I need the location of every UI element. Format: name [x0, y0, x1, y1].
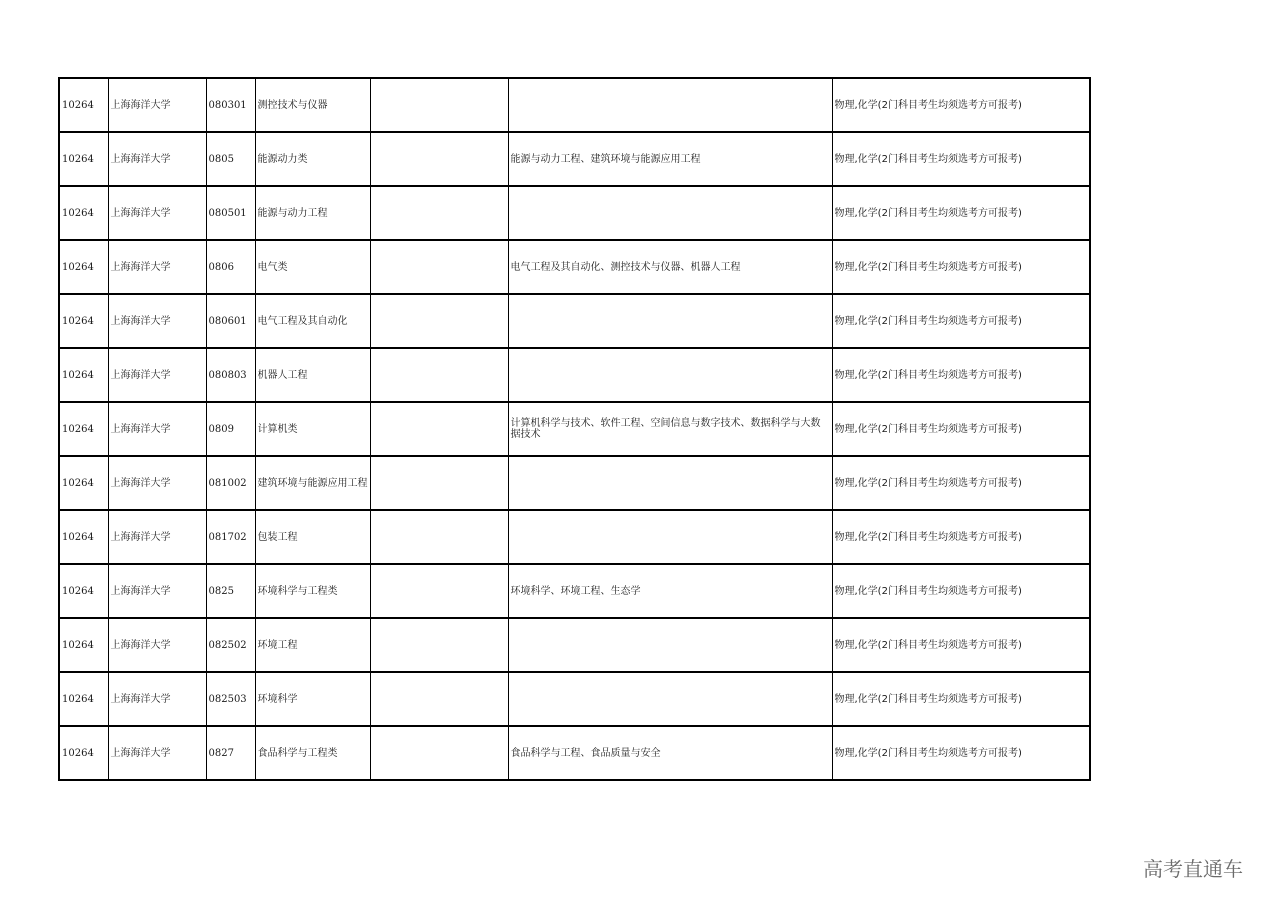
- note-cell: [370, 186, 508, 240]
- major-code-cell: 0806: [206, 240, 255, 294]
- major-name-cell: 电气类: [255, 240, 370, 294]
- included-majors-cell: [508, 672, 832, 726]
- subject-requirement-cell: 物理,化学(2门科目考生均须选考方可报考): [832, 78, 1090, 132]
- major-code-cell: 0809: [206, 402, 255, 456]
- school-code-cell: 10264: [59, 726, 108, 780]
- table-row: [59, 456, 1090, 510]
- major-name-cell: 机器人工程: [255, 348, 370, 402]
- major-name-cell: 包装工程: [255, 510, 370, 564]
- subject-requirement-cell: 物理,化学(2门科目考生均须选考方可报考): [832, 726, 1090, 780]
- table-row: [59, 348, 1090, 402]
- school-name-cell: 上海海洋大学: [108, 186, 206, 240]
- subject-requirement-cell: 物理,化学(2门科目考生均须选考方可报考): [832, 456, 1090, 510]
- school-code-cell: 10264: [59, 402, 108, 456]
- major-code-cell: 081702: [206, 510, 255, 564]
- table-row: [59, 294, 1090, 348]
- school-code-cell: 10264: [59, 618, 108, 672]
- note-cell: [370, 564, 508, 618]
- school-name-cell: 上海海洋大学: [108, 726, 206, 780]
- school-code-cell: 10264: [59, 294, 108, 348]
- major-name-cell: 建筑环境与能源应用工程: [255, 456, 370, 510]
- table-row: [59, 672, 1090, 726]
- included-majors-cell: [508, 186, 832, 240]
- school-code-cell: 10264: [59, 510, 108, 564]
- major-code-cell: 0827: [206, 726, 255, 780]
- school-name-cell: 上海海洋大学: [108, 672, 206, 726]
- major-name-cell: 计算机类: [255, 402, 370, 456]
- school-name-cell: 上海海洋大学: [108, 132, 206, 186]
- major-name-cell: 环境科学: [255, 672, 370, 726]
- table-row: [59, 402, 1090, 456]
- major-name-cell: 电气工程及其自动化: [255, 294, 370, 348]
- major-code-cell: 0805: [206, 132, 255, 186]
- table-row: [59, 726, 1090, 780]
- watermark-logo-text: 高考直通车: [1143, 857, 1243, 881]
- school-name-cell: 上海海洋大学: [108, 564, 206, 618]
- subject-requirement-cell: 物理,化学(2门科目考生均须选考方可报考): [832, 186, 1090, 240]
- note-cell: [370, 348, 508, 402]
- school-name-cell: 上海海洋大学: [108, 240, 206, 294]
- note-cell: [370, 240, 508, 294]
- included-majors-cell: 环境科学、环境工程、生态学: [508, 564, 832, 618]
- table-row: [59, 564, 1090, 618]
- major-code-cell: 0825: [206, 564, 255, 618]
- subject-requirement-cell: 物理,化学(2门科目考生均须选考方可报考): [832, 564, 1090, 618]
- major-code-cell: 080501: [206, 186, 255, 240]
- included-majors-cell: [508, 294, 832, 348]
- subject-requirement-cell: 物理,化学(2门科目考生均须选考方可报考): [832, 672, 1090, 726]
- note-cell: [370, 618, 508, 672]
- school-name-cell: 上海海洋大学: [108, 402, 206, 456]
- school-code-cell: 10264: [59, 186, 108, 240]
- admission-requirements-table: [58, 77, 1091, 781]
- major-name-cell: 测控技术与仪器: [255, 78, 370, 132]
- major-name-cell: 环境工程: [255, 618, 370, 672]
- subject-requirement-cell: 物理,化学(2门科目考生均须选考方可报考): [832, 618, 1090, 672]
- school-name-cell: 上海海洋大学: [108, 78, 206, 132]
- school-name-cell: 上海海洋大学: [108, 510, 206, 564]
- school-code-cell: 10264: [59, 672, 108, 726]
- major-code-cell: 081002: [206, 456, 255, 510]
- major-code-cell: 080803: [206, 348, 255, 402]
- subject-requirement-cell: 物理,化学(2门科目考生均须选考方可报考): [832, 402, 1090, 456]
- school-name-cell: 上海海洋大学: [108, 348, 206, 402]
- school-name-cell: 上海海洋大学: [108, 618, 206, 672]
- subject-requirement-cell: 物理,化学(2门科目考生均须选考方可报考): [832, 510, 1090, 564]
- subject-requirement-cell: 物理,化学(2门科目考生均须选考方可报考): [832, 240, 1090, 294]
- subject-requirement-cell: 物理,化学(2门科目考生均须选考方可报考): [832, 294, 1090, 348]
- note-cell: [370, 510, 508, 564]
- included-majors-cell: 计算机科学与技术、软件工程、空间信息与数字技术、数据科学与大数据技术: [508, 402, 832, 456]
- major-name-cell: 环境科学与工程类: [255, 564, 370, 618]
- subject-requirement-cell: 物理,化学(2门科目考生均须选考方可报考): [832, 348, 1090, 402]
- included-majors-cell: 食品科学与工程、食品质量与安全: [508, 726, 832, 780]
- major-code-cell: 082502: [206, 618, 255, 672]
- subject-requirement-cell: 物理,化学(2门科目考生均须选考方可报考): [832, 132, 1090, 186]
- major-name-cell: 能源动力类: [255, 132, 370, 186]
- note-cell: [370, 456, 508, 510]
- school-code-cell: 10264: [59, 240, 108, 294]
- included-majors-cell: 电气工程及其自动化、测控技术与仪器、机器人工程: [508, 240, 832, 294]
- note-cell: [370, 726, 508, 780]
- included-majors-cell: [508, 78, 832, 132]
- major-name-cell: 能源与动力工程: [255, 186, 370, 240]
- note-cell: [370, 672, 508, 726]
- table-row: [59, 78, 1090, 132]
- table-body: [59, 78, 1090, 780]
- school-code-cell: 10264: [59, 456, 108, 510]
- note-cell: [370, 402, 508, 456]
- included-majors-cell: [508, 510, 832, 564]
- table-row: [59, 240, 1090, 294]
- included-majors-cell: [508, 348, 832, 402]
- note-cell: [370, 132, 508, 186]
- school-name-cell: 上海海洋大学: [108, 294, 206, 348]
- table-row: [59, 510, 1090, 564]
- school-code-cell: 10264: [59, 564, 108, 618]
- major-code-cell: 082503: [206, 672, 255, 726]
- school-name-cell: 上海海洋大学: [108, 456, 206, 510]
- school-code-cell: 10264: [59, 132, 108, 186]
- table-row: [59, 132, 1090, 186]
- major-code-cell: 080601: [206, 294, 255, 348]
- major-code-cell: 080301: [206, 78, 255, 132]
- included-majors-cell: [508, 456, 832, 510]
- table-row: [59, 618, 1090, 672]
- note-cell: [370, 294, 508, 348]
- included-majors-cell: [508, 618, 832, 672]
- table-row: [59, 186, 1090, 240]
- included-majors-cell: 能源与动力工程、建筑环境与能源应用工程: [508, 132, 832, 186]
- school-code-cell: 10264: [59, 78, 108, 132]
- major-name-cell: 食品科学与工程类: [255, 726, 370, 780]
- note-cell: [370, 78, 508, 132]
- school-code-cell: 10264: [59, 348, 108, 402]
